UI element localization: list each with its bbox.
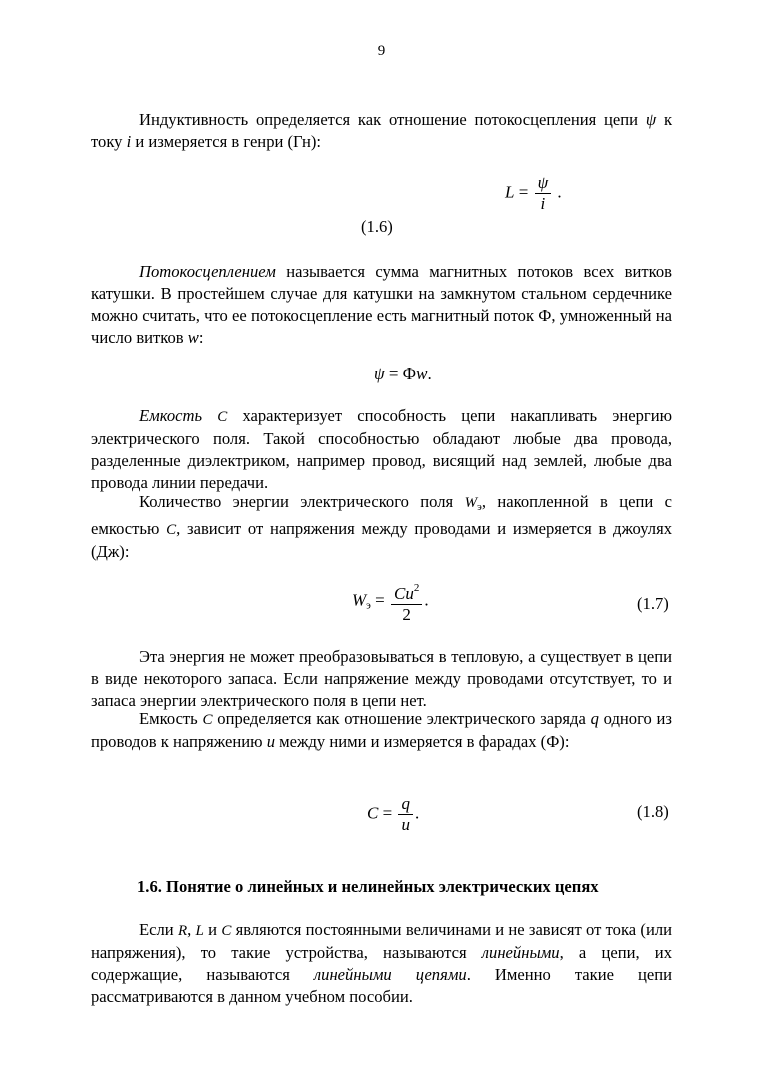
- text: ,: [187, 920, 196, 939]
- equation-1-8: [367, 794, 419, 835]
- symbol-w: W: [464, 495, 478, 511]
- text: между ними и измеряется в фарадах (Ф):: [275, 732, 570, 751]
- symbol-psi: ψ: [645, 110, 657, 129]
- numerator: q: [398, 794, 413, 815]
- superscript: 2: [413, 582, 420, 594]
- symbol-w: w: [416, 364, 428, 383]
- text: называется сумма магнитных потоков всех витков катушки. В простейшем случае для катушки на замкнутом стальном сердечнике можно считать, что ее потокосцепление есть магнитный поток Ф, умноженный на число витков: [91, 262, 672, 347]
- text: Индуктивность определяется как отношение потокосцепления цепи: [139, 110, 639, 129]
- text: Эта энергия не может преобразовываться в тепловую, а существует в цепи в виде некоторого запаса. Если напряжение между проводами отсутствует, то и запаса энергии электрического поля в цепи нет.: [91, 647, 672, 710]
- eq-sign: =: [370, 590, 389, 610]
- equation-number: (1.8): [637, 802, 669, 821]
- paragraph-capacitance: [91, 405, 672, 494]
- text: , накопленной в цепи с емкостью: [91, 492, 672, 538]
- text: , а цепи, их содержащие, называются: [91, 943, 672, 984]
- paragraph-capacitance-def: [91, 708, 672, 753]
- symbol-c: C: [202, 712, 213, 728]
- fraction: [398, 794, 413, 835]
- numerator: ψ: [535, 173, 552, 194]
- paragraph-energy-storage: [91, 646, 672, 712]
- denominator: 2: [402, 605, 411, 624]
- text: к току: [91, 110, 673, 151]
- denominator: i: [540, 194, 546, 213]
- term: линейными цепями: [313, 965, 467, 984]
- text: являются постоянными величинами и не зависят от тока (или напряжения), то такие устройства, называются: [91, 920, 672, 962]
- numerator: [391, 578, 422, 605]
- paragraph-inductance: [91, 109, 672, 153]
- eq-tail: .: [553, 182, 562, 202]
- term: линейными: [481, 943, 560, 962]
- term: Потокосцеплением: [139, 262, 276, 281]
- denominator: u: [401, 815, 410, 834]
- symbol-q: q: [590, 709, 599, 728]
- equation-number: (1.7): [637, 594, 669, 613]
- symbol-l: L: [195, 923, 204, 939]
- equation-1-7: [352, 578, 429, 625]
- section-heading: 1.6. Понятие о линейных и нелинейных электрических цепях: [137, 877, 599, 896]
- text: Если: [139, 920, 178, 939]
- subscript: э: [477, 501, 482, 513]
- eq-sign: =: [514, 182, 533, 202]
- page-number: 9: [377, 43, 386, 59]
- text: . Именно такие цепи рассматриваются в данном учебном пособии.: [91, 965, 673, 1006]
- symbol-u: u: [266, 732, 275, 751]
- paragraph-linear-circuits: [91, 919, 672, 1008]
- eq-lhs: ψ: [374, 364, 385, 383]
- text: Емкость: [139, 709, 203, 728]
- term: Емкость: [139, 406, 203, 425]
- eq-tail: .: [427, 364, 432, 383]
- eq-lhs: W: [352, 590, 367, 610]
- paragraph-flux-linkage: [91, 261, 672, 349]
- text: и измеряется в генри (Гн):: [131, 132, 322, 151]
- symbol-c: C: [221, 923, 232, 939]
- symbol-w: w: [187, 328, 199, 347]
- equation-psi: [374, 364, 432, 384]
- symbol-c: C: [217, 409, 228, 425]
- equation-1-6: [505, 173, 562, 214]
- num-text: Cu: [394, 584, 414, 603]
- text: :: [198, 328, 204, 347]
- subscript: э: [366, 599, 371, 612]
- fraction: [535, 173, 552, 214]
- fraction: [391, 578, 422, 625]
- paragraph-energy: [91, 491, 672, 563]
- text: , зависит от напряжения между проводами и измеряется в джоулях (Дж):: [91, 519, 672, 561]
- eq-sign: =: [378, 803, 397, 823]
- symbol-i: i: [126, 132, 132, 151]
- equation-number: (1.6): [361, 217, 393, 236]
- eq-tail: .: [424, 590, 429, 610]
- text: определяется как отношение электрического заряда: [212, 709, 591, 728]
- eq-sign: = Ф: [384, 364, 417, 383]
- symbol-r: R: [177, 923, 188, 939]
- text: характеризует способность цепи накапливать энергию электрического поля. Такой способностью обладают любые два провода, разделенные диэлектриком, например провод, висящий над землей, любые два провода линии передачи.: [91, 406, 672, 492]
- text: Количество энергии электрического поля: [139, 492, 465, 511]
- eq-lhs: L: [505, 182, 515, 202]
- text: одного из проводов к напряжению: [91, 709, 672, 751]
- eq-lhs: C: [367, 803, 379, 823]
- symbol-c: C: [166, 522, 177, 538]
- eq-tail: .: [414, 803, 420, 823]
- text: и: [203, 920, 222, 939]
